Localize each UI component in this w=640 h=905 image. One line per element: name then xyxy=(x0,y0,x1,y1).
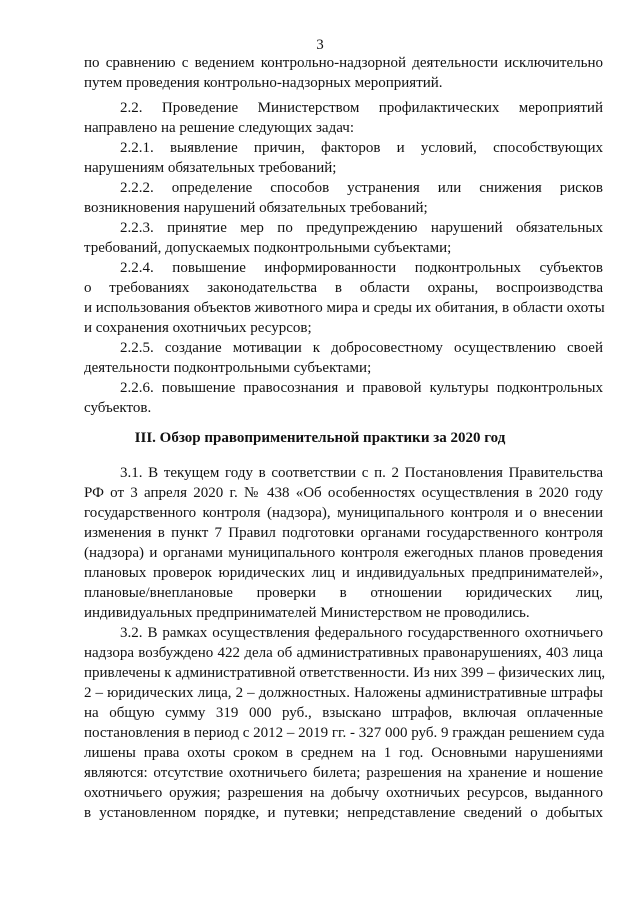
text-line: (надзора) и органами муниципального контроля ежегодных планов проведения xyxy=(84,545,603,561)
text-line: являются: отсутствие охотничьего билета; разрешения на хранение и ношение xyxy=(84,765,603,781)
text-line: 2.2.4. повышение информированности подконтрольных субъектов xyxy=(120,260,603,276)
text-line: надзора возбуждено 422 дела об административных правонарушениях, 403 лица xyxy=(84,645,603,661)
text-line: и использования объектов животного мира и среды их обитания, в области охоты xyxy=(84,300,605,316)
text-line: 2.2.1. выявление причин, факторов и условий, способствующих xyxy=(120,140,603,156)
text-line: требований, допускаемых подконтрольными субъектами; xyxy=(84,240,452,256)
text-line: в установленном порядке, и путевки; непредставление сведений о добытых xyxy=(84,805,603,821)
text-line: деятельности подконтрольными субъектами; xyxy=(84,360,372,376)
text-line: направлено на решение следующих задач: xyxy=(84,120,354,136)
text-line: и сохранения охотничьих ресурсов; xyxy=(84,320,312,336)
text-line: постановления в период с 2012 – 2019 гг. - 327 000 руб. 9 граждан решением суда xyxy=(84,725,605,741)
text-line: 2.2. Проведение Министерством профилактических мероприятий xyxy=(120,100,603,116)
text-line: 2.2.6. повышение правосознания и правовой культуры подконтрольных xyxy=(120,380,603,396)
text-line: нарушениям обязательных требований; xyxy=(84,160,337,176)
text-line: по сравнению с ведением контрольно-надзорной деятельности исключительно xyxy=(84,55,603,71)
text-line: охотничьего оружия; разрешения на добычу охотничьих ресурсов, выданного xyxy=(84,785,603,801)
text-line: 2.2.3. принятие мер по предупреждению нарушений обязательных xyxy=(120,220,603,236)
text-line: привлечены к административной ответственности. Из них 399 – физических лиц, xyxy=(84,665,606,681)
text-line: 3.2. В рамках осуществления федерального государственного охотничьего xyxy=(120,625,603,641)
text-line: плановые/внеплановые проверки в отношении юридических лиц, xyxy=(84,585,603,601)
text-line: 3.1. В текущем году в соответствии с п. 2 Постановления Правительства xyxy=(120,465,603,481)
text-line: лишены права охоты сроком в среднем на 1 год. Основными нарушениями xyxy=(84,745,603,761)
page-number: 3 xyxy=(316,37,324,53)
text-line: 2.2.2. определение способов устранения или снижения рисков xyxy=(120,180,603,196)
text-line: государственного контроля (надзора), муниципального контроля и о внесении xyxy=(84,505,603,521)
text-line: путем проведения контрольно-надзорных мероприятий. xyxy=(84,75,443,91)
text-line: индивидуальных предпринимателей Министерством не проводились. xyxy=(84,605,530,621)
text-line: возникновения нарушений обязательных требований; xyxy=(84,200,428,216)
text-line: на общую сумму 319 000 руб., взыскано штрафов, включая оплаченные xyxy=(84,705,603,721)
section-heading: III. Обзор правоприменительной практики за 2020 год xyxy=(134,430,506,446)
text-line: плановых проверок юридических лиц и индивидуальных предпринимателей», xyxy=(84,565,603,581)
text-line: РФ от 3 апреля 2020 г. № 438 «Об особенностях осуществления в 2020 году xyxy=(84,485,603,501)
text-line: 2 – юридических лица, 2 – должностных. Наложены административные штрафы xyxy=(84,685,603,701)
text-line: 2.2.5. создание мотивации к добросовестному осуществлению своей xyxy=(120,340,603,356)
text-line: изменения в пункт 7 Правил подготовки органами государственного контроля xyxy=(84,525,603,541)
text-line: о требованиях законодательства в области охраны, воспроизводства xyxy=(84,280,603,296)
text-line: субъектов. xyxy=(84,400,152,416)
